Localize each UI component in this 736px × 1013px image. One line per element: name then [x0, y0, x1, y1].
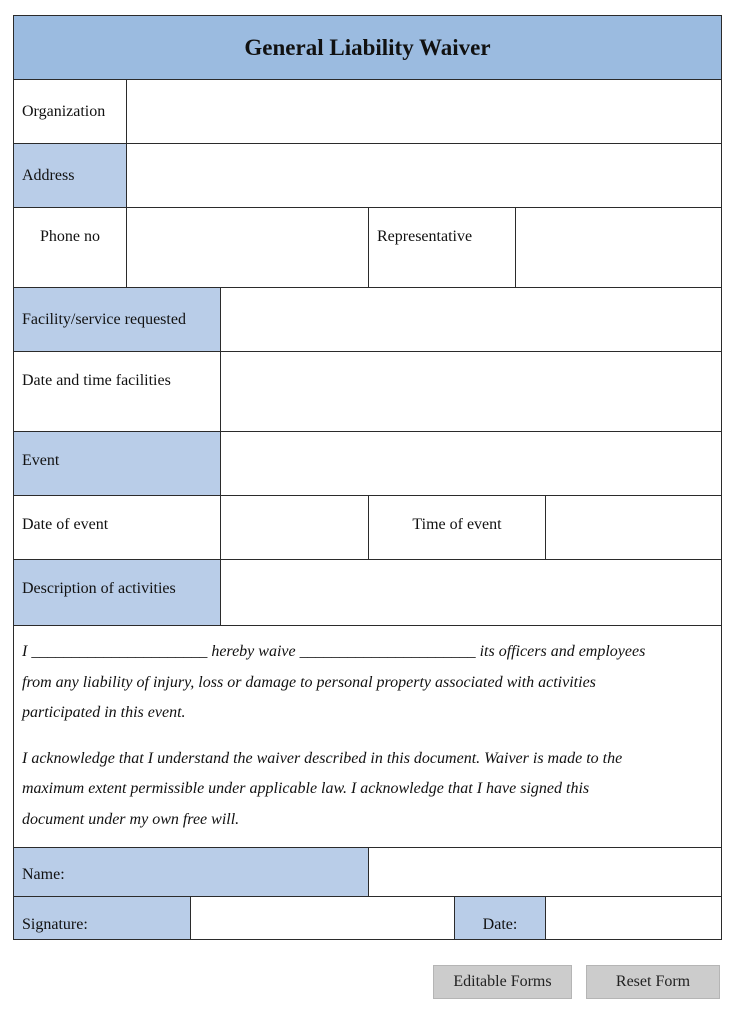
date-label	[455, 897, 546, 939]
name-field[interactable]	[369, 848, 721, 897]
organization-label	[14, 80, 127, 144]
reset-form-button[interactable]: Reset Form	[586, 965, 720, 999]
signature-field[interactable]	[191, 897, 455, 939]
time-of-event-field[interactable]	[546, 496, 721, 560]
description-label-text: Description of activities	[22, 580, 176, 597]
acknowledgement-paragraph	[22, 744, 713, 836]
date-label-text: Date:	[482, 916, 518, 933]
time-of-event-label	[369, 496, 546, 560]
address-label	[14, 144, 127, 208]
representative-line1: Representative	[377, 228, 473, 245]
date-time-line1: Date and time facilities	[22, 372, 171, 389]
representative-name-field[interactable]	[516, 208, 721, 288]
date-time-reserved-field[interactable]	[221, 352, 721, 432]
date-of-event-label-text: Date of event	[22, 516, 109, 533]
organization-label-text: Organization	[22, 102, 106, 120]
event-label	[14, 432, 221, 496]
representative-name-label	[369, 208, 516, 288]
facility-label	[14, 288, 221, 352]
phone-label	[14, 208, 127, 288]
waiver-line-2: from any liability of injury, loss or damage to personal property associated with activities	[22, 673, 596, 691]
form-title: General Liability Waiver	[14, 16, 721, 80]
description-field[interactable]	[221, 560, 721, 626]
facility-label-text: Facility/service requested	[22, 310, 186, 328]
name-label-text: Name:	[22, 866, 65, 883]
ack-line-2: maximum extent permissible under applicable law. I acknowledge that I have signed this	[22, 780, 590, 797]
address-field[interactable]	[127, 144, 721, 208]
waiver-text	[14, 626, 721, 848]
phone-field[interactable]	[127, 208, 369, 288]
time-of-event-label-text: Time of event	[412, 516, 502, 533]
waiver-line-1: I ______________________ hereby waive ______________________ its officers and employees	[22, 643, 646, 660]
event-field[interactable]	[221, 432, 721, 496]
waiver-paragraph	[22, 637, 713, 729]
waiver-line-3: participated in this event.	[22, 704, 186, 721]
facility-field[interactable]	[221, 288, 721, 352]
phone-label-text: Phone no	[40, 228, 100, 245]
name-label	[14, 848, 369, 897]
liability-waiver-form	[13, 15, 722, 940]
date-time-reserved-label	[14, 352, 221, 432]
address-label-text: Address	[22, 166, 75, 184]
ack-line-3: document under my own free will.	[22, 810, 240, 828]
signature-label-text: Signature:	[22, 916, 88, 933]
date-field[interactable]	[546, 897, 721, 939]
organization-field[interactable]	[127, 80, 721, 144]
editable-forms-button[interactable]: Editable Forms	[433, 965, 572, 999]
date-of-event-label	[14, 496, 221, 560]
ack-line-1: I acknowledge that I understand the waiver described in this document. Waiver is made to the	[22, 749, 623, 767]
description-label	[14, 560, 221, 626]
signature-label	[14, 897, 191, 939]
date-of-event-field[interactable]	[221, 496, 369, 560]
event-label-text: Event	[22, 452, 60, 469]
